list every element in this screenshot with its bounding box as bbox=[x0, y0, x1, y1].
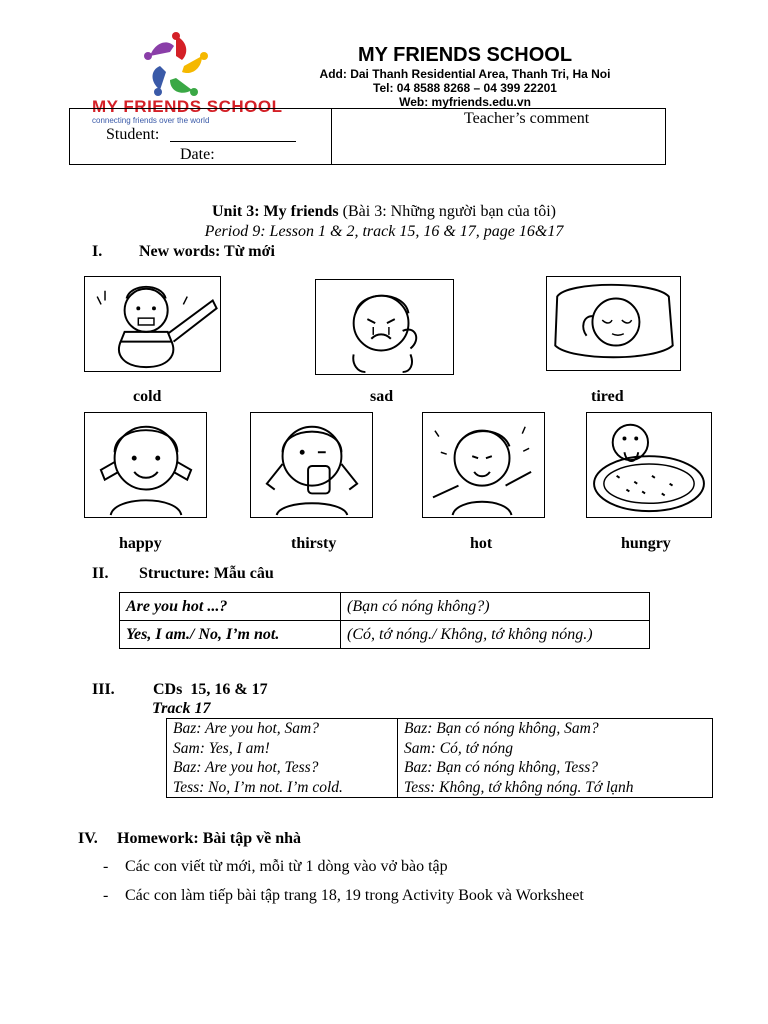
structure-question-en: Are you hot ...? bbox=[120, 593, 341, 621]
track17-vietnamese-dialogue bbox=[398, 719, 713, 798]
structure-table bbox=[119, 592, 650, 649]
table-row bbox=[120, 621, 650, 649]
sad-child-illustration bbox=[316, 280, 453, 374]
homework-bullet: - bbox=[103, 858, 109, 875]
picture-hot bbox=[422, 412, 545, 518]
dialogue-line: Baz: Bạn có nóng không, Tess? bbox=[404, 759, 599, 776]
dialogue-line: Tess: No, I’m not. I’m cold. bbox=[173, 778, 343, 796]
dialogue-line: Sam: Có, tớ nóng bbox=[404, 739, 514, 757]
picture-sad bbox=[315, 279, 454, 375]
word-cold: cold bbox=[133, 388, 162, 405]
table-row bbox=[120, 593, 650, 621]
track17-table bbox=[166, 718, 713, 798]
section-2-title: Structure: Mẫu câu bbox=[139, 565, 274, 582]
dialogue-line: Baz: Are you hot, Sam? bbox=[173, 720, 319, 737]
word-happy: happy bbox=[119, 535, 162, 552]
structure-answer-vi: (Có, tớ nóng./ Không, tớ không nóng.) bbox=[341, 621, 650, 649]
dialogue-line: Baz: Bạn có nóng không, Sam? bbox=[404, 720, 599, 737]
word-sad: sad bbox=[370, 388, 394, 405]
track17-english-dialogue bbox=[167, 719, 398, 798]
picture-hungry bbox=[586, 412, 712, 518]
picture-thirsty bbox=[250, 412, 373, 518]
structure-answer-en: Yes, I am./ No, I’m not. bbox=[120, 621, 341, 649]
section-4-number: IV. bbox=[78, 830, 98, 847]
table-row bbox=[167, 719, 713, 798]
cold-child-illustration bbox=[85, 277, 220, 371]
school-web: Web: myfriends.edu.vn bbox=[399, 95, 531, 109]
info-divider bbox=[331, 108, 332, 165]
thirsty-child-illustration bbox=[251, 413, 372, 517]
homework-bullet: - bbox=[103, 887, 109, 904]
section-3-number: III. bbox=[92, 681, 115, 698]
happy-child-illustration bbox=[85, 413, 206, 517]
word-hot: hot bbox=[470, 535, 493, 552]
hot-child-illustration bbox=[423, 413, 544, 517]
word-thirsty: thirsty bbox=[291, 535, 337, 552]
structure-question-vi: (Bạn có nóng không?) bbox=[341, 593, 650, 621]
dialogue-line: Sam: Yes, I am! bbox=[173, 739, 270, 757]
hungry-child-illustration bbox=[587, 413, 711, 517]
word-tired: tired bbox=[591, 388, 624, 405]
homework-item: Các con viết từ mới, mỗi từ 1 dòng vào vở bào tập bbox=[125, 858, 448, 875]
section-4-title: Homework: Bài tập về nhà bbox=[117, 830, 301, 847]
tired-child-illustration bbox=[547, 277, 680, 370]
date-label: Date: bbox=[180, 146, 215, 163]
unit-title-bold: Unit 3: My friends bbox=[212, 203, 339, 220]
unit-title bbox=[0, 203, 768, 221]
track-label: Track 17 bbox=[152, 700, 211, 717]
word-hungry: hungry bbox=[621, 535, 671, 552]
period-line: Period 9: Lesson 1 & 2, track 15, 16 & 17, page 16&17 bbox=[204, 223, 564, 240]
picture-happy bbox=[84, 412, 207, 518]
school-name: MY FRIENDS SCHOOL bbox=[357, 44, 573, 66]
logo-wordmark: MY FRIENDS SCHOOL bbox=[92, 97, 283, 116]
school-address: Add: Dai Thanh Residential Area, Thanh Tri, Ha Noi bbox=[319, 67, 611, 81]
section-3-title: CDs 15, 16 & 17 bbox=[153, 681, 268, 698]
picture-cold bbox=[84, 276, 221, 372]
teacher-comment-label: Teacher’s comment bbox=[464, 110, 590, 127]
unit-title-rest: (Bài 3: Những người bạn của tôi) bbox=[338, 203, 556, 220]
student-name-line[interactable] bbox=[170, 141, 296, 142]
section-1-number: I. bbox=[92, 243, 103, 260]
section-2-number: II. bbox=[92, 565, 109, 582]
school-tel: Tel: 04 8588 8268 – 04 399 22201 bbox=[373, 81, 557, 95]
picture-tired bbox=[546, 276, 681, 371]
section-1-title: New words: Từ mới bbox=[139, 243, 275, 260]
logo-tagline: connecting friends over the world bbox=[92, 116, 210, 125]
student-label: Student: bbox=[106, 126, 160, 143]
dialogue-line: Baz: Are you hot, Tess? bbox=[173, 759, 319, 776]
homework-item: Các con làm tiếp bài tập trang 18, 19 trong Activity Book và Worksheet bbox=[125, 887, 584, 904]
dialogue-line: Tess: Không, tớ không nóng. Tớ lạnh bbox=[404, 778, 634, 796]
